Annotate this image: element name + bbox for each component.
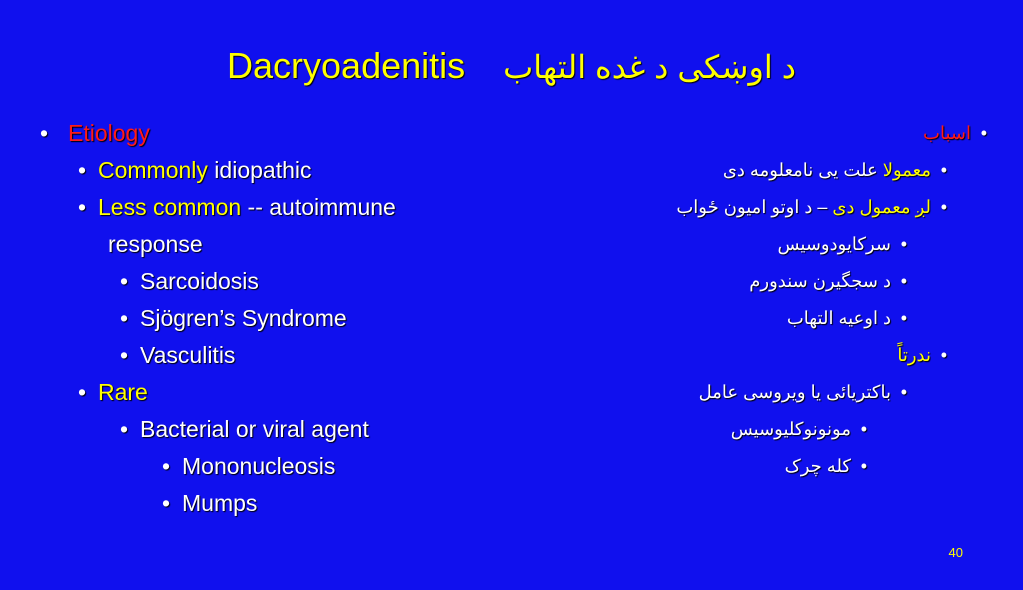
title-pashto: د اوښکی د غده التهاب <box>503 49 796 85</box>
bullet-icon: • <box>162 490 171 516</box>
ps-bullet-mumps <box>557 448 867 485</box>
ps-bacterial-text: باکتریائی یا ویروسی عامل <box>698 382 891 402</box>
response-text: response <box>108 231 203 257</box>
ps-bullet-sarcoidosis <box>557 226 907 263</box>
ps-bullet-commonly <box>557 152 947 189</box>
bullet-icon: • <box>78 194 87 220</box>
slide-title <box>0 44 1023 89</box>
bullet-bacterial <box>120 411 470 448</box>
title-english: Dacryoadenitis <box>227 45 466 86</box>
bullet-icon: • <box>162 453 171 479</box>
ps-sjogren-text: د سجگیرن سندورم <box>749 271 891 291</box>
mononucleosis-text: Mononucleosis <box>182 453 336 479</box>
bullet-sarcoidosis <box>120 263 470 300</box>
ps-bullet-less-common <box>557 189 947 226</box>
bullet-etiology <box>40 115 470 152</box>
less-common-label: Less common <box>98 194 242 220</box>
bullet-icon: • <box>40 120 49 146</box>
autoimmune-text: -- autoimmune <box>241 194 396 220</box>
ps-less-common-rest: – د اوتو امیون ځواب <box>676 197 833 217</box>
ps-bullet-vasculitis <box>557 300 907 337</box>
ps-sarcoidosis-text: سرکایودوسیس <box>777 234 891 254</box>
etiology-heading: Etiology <box>68 120 150 146</box>
ps-bullet-bacterial <box>557 374 907 411</box>
bullet-mononucleosis <box>162 448 470 485</box>
bullet-commonly <box>78 152 470 189</box>
sarcoidosis-text: Sarcoidosis <box>140 268 259 294</box>
bullet-icon: • <box>120 305 129 331</box>
vasculitis-text: Vasculitis <box>140 342 236 368</box>
idiopathic-text: idiopathic <box>207 157 312 183</box>
bullet-icon: • <box>78 379 87 405</box>
bullet-rare <box>78 374 470 411</box>
bullet-icon: • <box>940 197 947 217</box>
bullet-less-common-continued <box>108 226 470 263</box>
bullet-less-common <box>78 189 470 226</box>
pashto-bullet-list <box>557 115 987 485</box>
ps-bullet-sjogren <box>557 263 907 300</box>
ps-mumps-text: کله چرک <box>784 456 851 476</box>
slide-number: 40 <box>948 545 963 560</box>
bullet-icon: • <box>860 456 867 476</box>
mumps-text: Mumps <box>182 490 258 516</box>
ps-commonly-label: معمولا <box>882 160 931 180</box>
bullet-icon: • <box>120 416 129 442</box>
bullet-icon: • <box>980 123 987 143</box>
bullet-icon: • <box>860 419 867 439</box>
bullet-icon: • <box>940 345 947 365</box>
bullet-icon: • <box>900 382 907 402</box>
bullet-icon: • <box>900 234 907 254</box>
ps-vasculitis-text: د اوعیه التهاب <box>786 308 891 328</box>
ps-less-common-label: لږ معمول دی <box>832 197 931 217</box>
ps-etiology-heading: اسباب <box>923 123 971 143</box>
bacterial-text: Bacterial or viral agent <box>140 416 369 442</box>
bullet-icon: • <box>940 160 947 180</box>
bullet-icon: • <box>120 342 129 368</box>
commonly-label: Commonly <box>98 157 208 183</box>
bullet-icon: • <box>900 308 907 328</box>
ps-commonly-rest: علت یی نامعلومه دی <box>722 160 883 180</box>
ps-mononucleosis-text: مونونوکلیوسیس <box>730 419 851 439</box>
ps-rare-label: ندرتاً <box>897 345 931 365</box>
bullet-icon: • <box>78 157 87 183</box>
bullet-icon: • <box>900 271 907 291</box>
bullet-mumps <box>162 485 470 522</box>
sjogren-text: Sjögren’s Syndrome <box>140 305 347 331</box>
rare-label: Rare <box>98 379 148 405</box>
bullet-vasculitis <box>120 337 470 374</box>
english-bullet-list <box>40 115 470 522</box>
ps-bullet-mononucleosis <box>557 411 867 448</box>
ps-bullet-rare <box>557 337 947 374</box>
ps-bullet-etiology <box>557 115 987 152</box>
bullet-icon: • <box>120 268 129 294</box>
bullet-sjogren <box>120 300 470 337</box>
